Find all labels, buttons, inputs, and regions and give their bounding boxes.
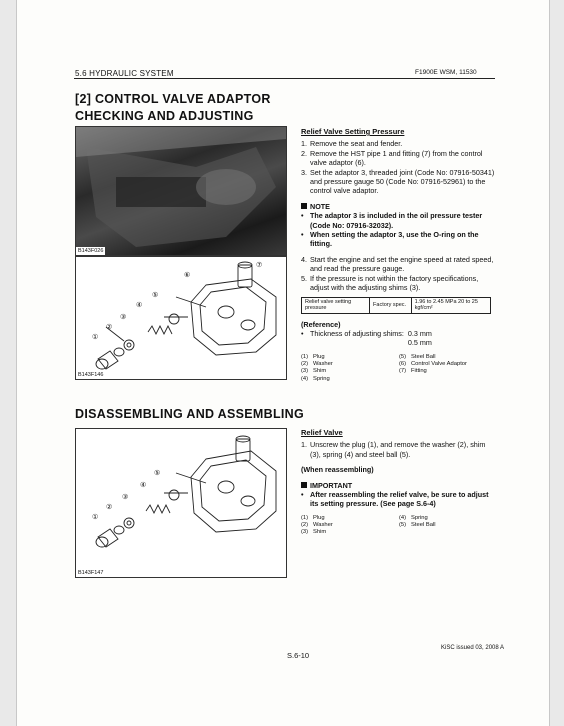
section-2-title: DISASSEMBLING AND ASSEMBLING bbox=[75, 407, 305, 421]
callout-5: ⑤ bbox=[154, 470, 161, 477]
figure-1-drawing bbox=[76, 257, 286, 379]
engine-photo bbox=[75, 126, 287, 256]
steps-list-3 bbox=[301, 440, 497, 459]
callout-1: ① bbox=[92, 334, 99, 341]
manual-code: F1900E WSM, 11530 bbox=[415, 69, 477, 76]
exploded-view-figure-1 bbox=[75, 256, 287, 380]
manual-page bbox=[16, 0, 550, 726]
step-3: 3. Set the adaptor 3, threaded joint (Code No: 07916-50341) and pressure gauge 50 (Code No: 07916-52961) to the control valve adaptor. bbox=[301, 167, 495, 196]
figure-1-label: B143F146 bbox=[78, 372, 104, 378]
legend-item: (3) Shim bbox=[301, 529, 327, 536]
legend-item: (5) Steel Ball bbox=[399, 353, 436, 360]
spec-column: Factory spec. bbox=[370, 297, 412, 313]
legend-item: (6) Control Valve Adaptor bbox=[399, 361, 467, 368]
callout-3: ③ bbox=[122, 494, 129, 501]
page-number: S.6-10 bbox=[287, 651, 310, 660]
header-rule bbox=[74, 78, 495, 79]
section-title: [2] CONTROL VALVE ADAPTOR bbox=[75, 92, 271, 106]
callout-1: ① bbox=[92, 514, 99, 521]
shim-thickness-2: 0.5 mm bbox=[407, 338, 432, 348]
important-item: • After reassembling the relief valve, be sure to adjust its setting pressure. (See page S.6-4) bbox=[301, 490, 489, 509]
callout-4: ④ bbox=[136, 302, 143, 309]
callout-6: ⑥ bbox=[184, 272, 191, 279]
exploded-view-figure-2 bbox=[75, 428, 287, 578]
callout-3: ③ bbox=[120, 314, 127, 321]
reference-item: • Thickness of adjusting shims: 0.3 mm 0.5 mm bbox=[301, 328, 432, 348]
reference-heading: (Reference) bbox=[301, 319, 341, 329]
callout-2: ② bbox=[106, 324, 113, 331]
legend-item: (1) Plug bbox=[301, 353, 325, 360]
important-heading: IMPORTANT bbox=[301, 481, 497, 490]
photo-label: B143F026 bbox=[78, 248, 104, 254]
section-header: 5.6 HYDRAULIC SYSTEM bbox=[75, 69, 174, 78]
legend-item: (4) Spring bbox=[301, 375, 330, 382]
legend-item: (3) Shim bbox=[301, 368, 327, 375]
photo-shapes bbox=[76, 127, 286, 255]
relief-setting-text bbox=[301, 127, 497, 383]
legend-item: (5) Steel Ball bbox=[399, 522, 436, 529]
step-1: 1. Unscrew the plug (1), and remove the washer (2), shim (3), spring (4) and steel ball (5). bbox=[301, 440, 486, 459]
step-1: 1. Remove the seat and fender. bbox=[301, 139, 403, 149]
note-heading: NOTE bbox=[301, 202, 497, 211]
step-4: 4. Start the engine and set the engine speed at rated speed, and read the pressure gauge. bbox=[301, 254, 494, 274]
callout-5: ⑤ bbox=[152, 292, 159, 299]
spec-label: Relief valve setting pressure bbox=[302, 297, 370, 313]
figure-2-label: B143F147 bbox=[78, 570, 104, 576]
legend-item: (7) Fitting bbox=[399, 368, 427, 375]
legend-item: (4) Spring bbox=[399, 514, 428, 521]
step-5: 5. If the pressure is not within the factory specifications, adjust with the adjusting shims (3). bbox=[301, 273, 479, 293]
steps-list-2 bbox=[301, 255, 497, 293]
subsection-title: CHECKING AND ADJUSTING bbox=[75, 109, 254, 123]
spec-value: 1.96 to 2.45 MPa 20 to 25 kgf/cm² bbox=[411, 297, 490, 313]
legend-item: (2) Washer bbox=[301, 522, 333, 529]
shim-thickness-1: 0.3 mm bbox=[407, 328, 432, 338]
reassembling-heading: (When reassembling) bbox=[301, 465, 374, 475]
figure-2-drawing bbox=[76, 429, 286, 577]
step-2: 2. Remove the HST pipe 1 and fitting (7) from the control valve adaptor (6). bbox=[301, 148, 483, 168]
legend-item: (1) Plug bbox=[301, 514, 325, 521]
relief-valve-subtitle: Relief Valve bbox=[301, 428, 343, 437]
callout-7: ⑦ bbox=[256, 262, 263, 269]
note-item-1: • The adaptor 3 is included in the oil pressure tester (Code No: 07916-32032). bbox=[301, 211, 483, 230]
legend-item: (2) Washer bbox=[301, 361, 333, 368]
parts-legend-1 bbox=[301, 354, 497, 383]
steps-list-1 bbox=[301, 139, 497, 195]
parts-legend-2 bbox=[301, 515, 497, 537]
callout-4: ④ bbox=[140, 482, 147, 489]
note-item-2: • When setting the adaptor 3, use the O-ring on the fitting. bbox=[301, 230, 479, 249]
callout-2: ② bbox=[106, 504, 113, 511]
relief-valve-text bbox=[301, 428, 497, 537]
relief-setting-subtitle: Relief Valve Setting Pressure bbox=[301, 127, 405, 136]
issue-note: KiSC issued 03, 2008 A bbox=[441, 645, 505, 651]
spec-table bbox=[301, 297, 491, 314]
